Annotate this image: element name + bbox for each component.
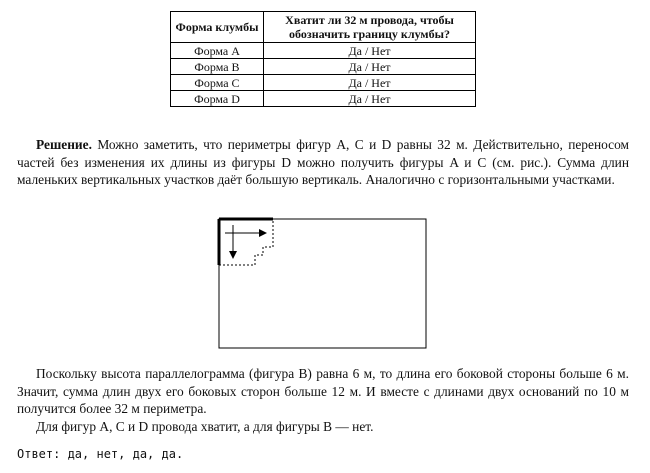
outer-rectangle <box>219 219 426 348</box>
header-shape: Форма клумбы <box>171 12 264 43</box>
solution-paragraph <box>17 136 629 189</box>
table-row <box>171 75 476 91</box>
table-row <box>171 43 476 59</box>
solution-label: Решение. <box>36 137 92 152</box>
dotted-step-outline <box>219 219 273 265</box>
paragraph-2: Поскольку высота параллелограмма (фигура B) равна 6 м, то длина его боковой стороны больше 6 м. Значит, сумма длин двух его боковых сторон больше 12 м. И вместе с длинами двух оснований по 10 м получится более 32 м периметра. <box>17 366 629 416</box>
header-question: Хватит ли 32 м провода, чтобы обозначить границу клумбы? <box>264 12 476 43</box>
paragraph-3: Для фигур A, C и D провода хватит, а для фигуры B — нет. <box>36 419 374 434</box>
down-arrow-icon <box>229 251 237 259</box>
table-row <box>171 91 476 107</box>
row-shape: Форма A <box>171 43 264 59</box>
row-answer: Да / Нет <box>264 43 476 59</box>
row-shape: Форма B <box>171 59 264 75</box>
options-table <box>170 11 476 107</box>
table-row <box>171 59 476 75</box>
row-answer: Да / Нет <box>264 91 476 107</box>
row-answer: Да / Нет <box>264 59 476 75</box>
row-shape: Форма C <box>171 75 264 91</box>
row-answer: Да / Нет <box>264 75 476 91</box>
table-header-row <box>171 12 476 43</box>
solution-text: Можно заметить, что периметры фигур A, C и D равны 32 м. Действительно, переносом частей без изменения их длины из фигуры D можно получить фигуры A и C (см. рис.). Сумма длин маленьких вертикальных участков даёт большую вертикаль. Аналогично с горизонтальными участками. <box>17 137 630 187</box>
row-shape: Форма D <box>171 91 264 107</box>
right-arrow-icon <box>259 229 267 237</box>
shape-figure <box>217 217 429 351</box>
answer-line: Ответ: да, нет, да, да. <box>17 447 184 461</box>
